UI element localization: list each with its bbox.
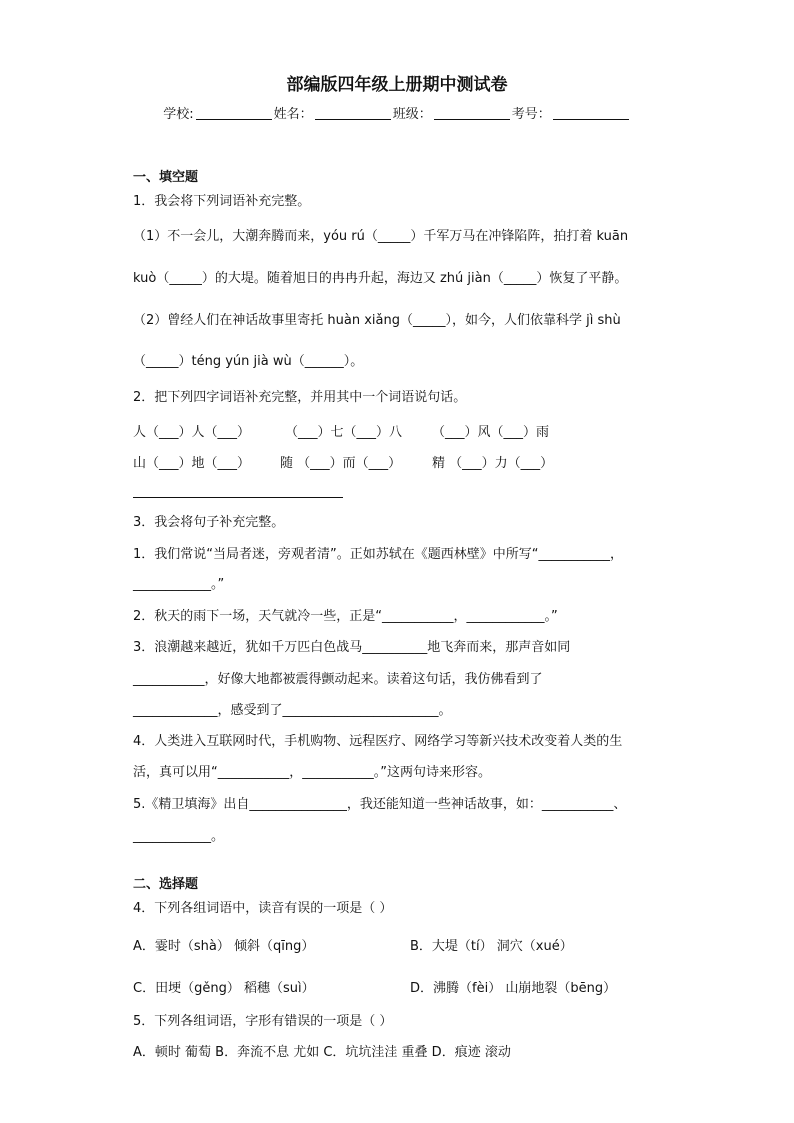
- number-blank[interactable]: [553, 107, 629, 120]
- question-1-stem: 1．我会将下列词语补充完整。: [133, 194, 311, 209]
- question-3-sentence-3b: ___________，好像大地都被震得颤动起来。读着这句话，我仿佛看到了: [133, 672, 543, 687]
- name-label: 姓名：: [273, 107, 313, 122]
- question-3-sentence-1b: ____________。”: [133, 577, 225, 592]
- idiom-item: 山（___）地（___）: [133, 456, 251, 471]
- idiom-item: （___）风（___）雨: [432, 425, 550, 440]
- question-5-options[interactable]: A．顿时 葡萄 B．奔流不息 尤如 C．坑坑洼洼 重叠 D．痕迹 滚动: [133, 1045, 511, 1060]
- idiom-item: （___）七（___）八: [285, 425, 403, 440]
- question-1-line-4: （_____）téng yún jià wù（______）。: [133, 354, 364, 369]
- school-label: 学校:: [163, 107, 194, 122]
- section-heading-choice: 二、选择题: [133, 877, 199, 892]
- school-blank[interactable]: [196, 107, 272, 120]
- question-3-sentence-1a: 1．我们常说“当局者迷，旁观者清”。正如苏轼在《题西林壁》中所写“___________，: [133, 547, 623, 562]
- idiom-item: 人（___）人（___）: [133, 425, 251, 440]
- question-1-line-1: （1）不一会儿，大潮奔腾而来，yóu rú（_____）千军万马在冲锋陷阵，拍打着 kuān: [133, 229, 629, 244]
- question-4-option-b[interactable]: B．大堤（tí） 洞穴（xué）: [410, 939, 573, 954]
- question-3-sentence-4a: 4．人类进入互联网时代，手机购物、远程医疗、网络学习等新兴技术改变着人类的生: [133, 734, 623, 749]
- question-4-option-c[interactable]: C．田埂（gěng） 稻穗（suì）: [133, 981, 315, 996]
- question-2-stem: 2．把下列四字词语补充完整，并用其中一个词语说句话。: [133, 390, 467, 405]
- question-3-sentence-4b: 活，真可以用“___________，___________。”这两句诗来形容。: [133, 765, 491, 780]
- name-blank[interactable]: [315, 107, 391, 120]
- idiom-item: 精 （___）力（___）: [432, 456, 554, 471]
- question-4-option-a[interactable]: A．霎时（shà） 倾斜（qīng）: [133, 939, 315, 954]
- question-3-sentence-5b: ____________。: [133, 829, 225, 844]
- student-info-line: [0, 103, 794, 122]
- question-1-line-3: （2）曾经人们在神话故事里寄托 huàn xiǎng（_____），如今，人们依靠科学 jì shù: [133, 313, 621, 328]
- section-heading-fill: 一、填空题: [133, 170, 199, 185]
- question-4-stem: 4．下列各组词语中，读音有误的一项是（ ）: [133, 901, 393, 916]
- idiom-item: 随 （___）而（___）: [280, 456, 402, 471]
- number-label: 考号：: [511, 107, 551, 122]
- question-3-sentence-3c: _____________，感受到了________________________。: [133, 703, 452, 718]
- question-1-line-2: kuò（_____）的大堤。随着旭日的冉冉升起，海边又 zhú jiàn（_____）恢复了平静。: [133, 271, 628, 286]
- class-blank[interactable]: [434, 107, 510, 120]
- question-3-sentence-3a: 3．浪潮越来越近，犹如千万匹白色战马__________地飞奔而来，那声音如同: [133, 640, 571, 655]
- question-3-sentence-2: 2．秋天的雨下一场，天气就冷一些，正是“___________，____________。”: [133, 609, 558, 624]
- question-5-stem: 5．下列各组词语，字形有错误的一项是（ ）: [133, 1014, 393, 1029]
- question-4-option-d[interactable]: D．沸腾（fèi） 山崩地裂（bēng）: [410, 981, 617, 996]
- page-title: 部编版四年级上册期中测试卷: [286, 75, 508, 95]
- question-3-sentence-5a: 5.《精卫填海》出自_______________，我还能知道一些神话故事，如：___________、: [133, 797, 627, 812]
- question-3-stem: 3．我会将句子补充完整。: [133, 515, 285, 530]
- sentence-answer-line[interactable]: [133, 497, 343, 498]
- class-label: 班级：: [392, 107, 432, 122]
